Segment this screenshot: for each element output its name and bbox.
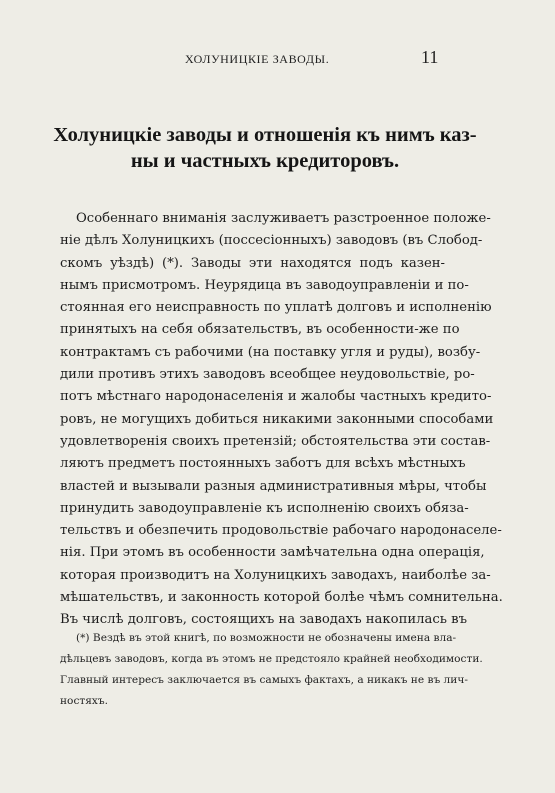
page-number: 11 xyxy=(421,47,439,67)
body-line: ровъ, не могущихъ добиться никакими законными способами xyxy=(60,411,494,427)
body-line: скомъ уѣздѣ) (*). Заводы эти находятся подъ казен- xyxy=(60,255,445,271)
footnote-divider xyxy=(60,612,120,613)
body-line: нія. При этомъ въ особенности замѣчательна одна операція, xyxy=(60,545,485,561)
body-line: удовлетворенія своихъ претензій; обстоятельства эти состав- xyxy=(60,433,491,449)
body-line: тельствъ и обезпечить продовольствіе рабочаго народонаселе- xyxy=(60,523,502,539)
body-line: нымъ присмотромъ. Неурядица въ заводоуправленіи и по- xyxy=(60,277,469,293)
body-line: Въ числѣ долговъ, состоящихъ на заводахъ накопилась въ xyxy=(60,612,467,628)
body-line: ляютъ предметъ постоянныхъ заботъ для всѣхъ мѣстныхъ xyxy=(60,456,466,472)
body-text xyxy=(60,208,503,632)
body-line: стоянная его неисправность по уплатѣ долговъ и исполненію xyxy=(60,300,492,316)
body-line: дили противъ этихъ заводовъ всеобщее неудовольствіе, ро- xyxy=(60,367,475,383)
body-line: принудить заводоуправленіе къ исполненію своихъ обяза- xyxy=(60,500,469,516)
footnote-line: (*) Вездѣ въ этой книгѣ, по возможности не обозначены имена вла- xyxy=(76,632,457,644)
body-line: потъ мѣстнаго народонаселенія и жалобы частныхъ кредито- xyxy=(60,389,492,405)
body-line: мѣшательствъ, и законность которой болѣе чѣмъ сомнительна. xyxy=(60,590,503,606)
section-title xyxy=(50,122,480,174)
body-line: Особеннаго вниманія заслуживаетъ разстроенное положе- xyxy=(76,211,491,226)
body-line: которая производитъ на Холуницкихъ заводахъ, наиболѣе за- xyxy=(60,567,491,583)
footnote-line: Главный интересъ заключается въ самыхъ фактахъ, а никакъ не въ лич- xyxy=(60,674,468,686)
body-line: властей и вызывали разныя административныя мѣры, чтобы xyxy=(60,478,487,494)
body-line: принятыхъ на себя обязательствъ, въ особенности-же по xyxy=(60,322,460,338)
body-line: контрактамъ съ рабочими (на поставку угля и руды), возбу- xyxy=(60,344,481,360)
section-title-line: ны и частныхъ кредиторовъ. xyxy=(130,150,400,172)
footnote xyxy=(60,628,483,712)
section-title-line: Холуницкіе заводы и отношенія къ нимъ каз- xyxy=(53,124,477,146)
running-head: ХОЛУНИЦКІЕ ЗАВОДЫ. xyxy=(185,52,330,66)
footnote-line: дѣльцевъ заводовъ, когда въ этомъ не предстояло крайней необходимости. xyxy=(60,653,483,665)
body-line: ніе дѣлъ Холуницкихъ (поссесіонныхъ) заводовъ (въ Слобод- xyxy=(60,233,483,249)
footnote-line: ностяхъ. xyxy=(60,695,108,707)
